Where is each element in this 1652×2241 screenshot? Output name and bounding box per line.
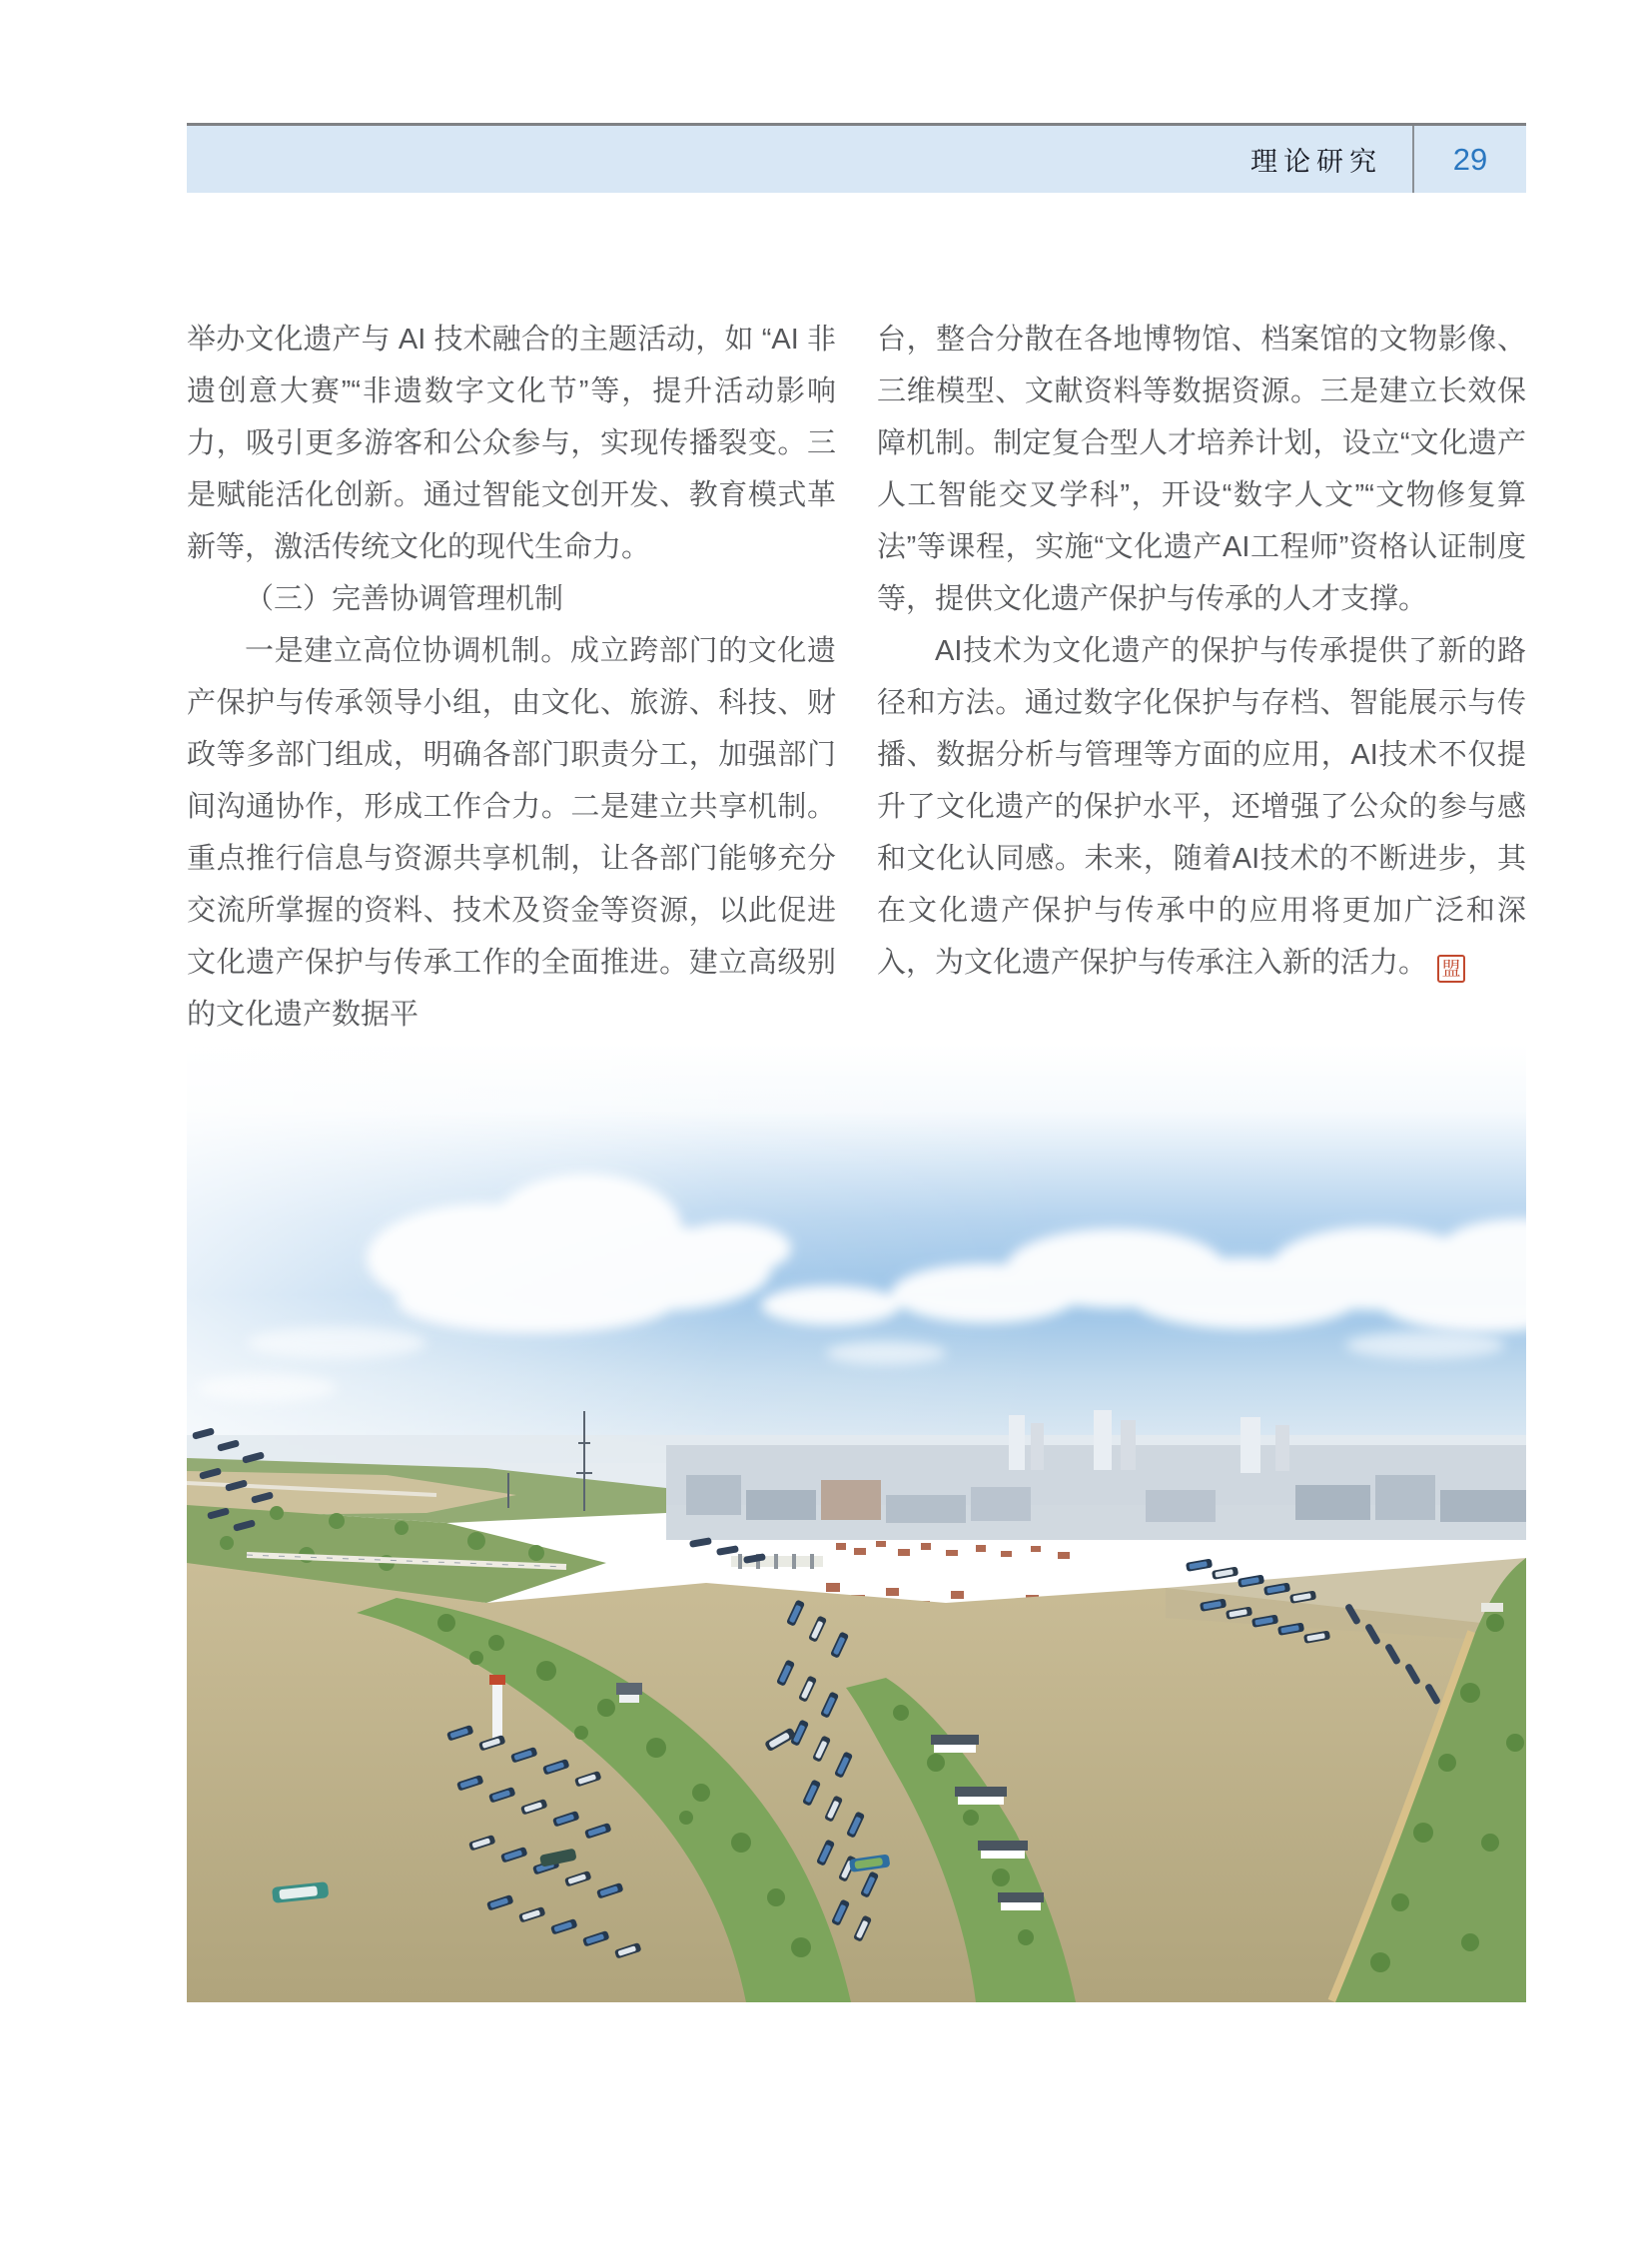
section-title: 理论研究: [1250, 147, 1382, 178]
paragraph-fragment: 举办文化遗产与 AI 技术融合的主题活动，如 “AI 非遗创意大赛”“非遗数字文化节”等，提升活动影响力，吸引更多游客和公众参与，实现传播裂变。三是赋能活化创新。通过智能文创开发、教育模式革新等，激活传统文化的现代生命力。: [187, 324, 836, 563]
paragraph-fragment: 台，整合分散在各地博物馆、档案馆的文物影像、三维模型、文献资料等数据资源。三是建立长效保障机制。制定复合型人才培养计划，设立“文化遗产人工智能交叉学科”，开设“数字人文”“文物修复算法”等课程，实施“文化遗产AI工程师”资格认证制度等，提供文化遗产保护与传承的人才支撑。: [877, 324, 1526, 615]
page-number: 29: [1452, 141, 1488, 177]
section-heading: （三）完善协调管理机制: [245, 583, 564, 615]
article-column-right: [877, 314, 1526, 1041]
end-of-article-seal: 盟: [1437, 955, 1465, 983]
article-column-left: [187, 314, 836, 1041]
paragraph-fragment: AI技术为文化遗产的保护与传承提供了新的路径和方法。通过数字化保护与存档、智能展示与传播、数据分析与管理等方面的应用，AI技术不仅提升了文化遗产的保护水平，还增强了公众的参与感和文化认同感。未来，随着AI技术的不断进步，其在文化遗产保护与传承中的应用将更加广泛和深入，为文化遗产保护与传承注入新的活力。 盟: [877, 625, 1526, 989]
article-photo: [187, 1044, 1526, 2002]
aerial-city-photo: [187, 1044, 1526, 2002]
paragraph-fragment: 一是建立高位协调机制。成立跨部门的文化遗产保护与传承领导小组，由文化、旅游、科技、财政等多部门组成，明确各部门职责分工，加强部门间沟通协作，形成工作合力。二是建立共享机制。重点推行信息与资源共享机制，让各部门能够充分交流所掌握的资料、技术及资金等资源，以此促进文化遗产保护与传承工作的全面推进。建立高级别的文化遗产数据平: [187, 635, 836, 1031]
page-header-bar: [187, 123, 1526, 193]
article-body: [187, 314, 1526, 1041]
